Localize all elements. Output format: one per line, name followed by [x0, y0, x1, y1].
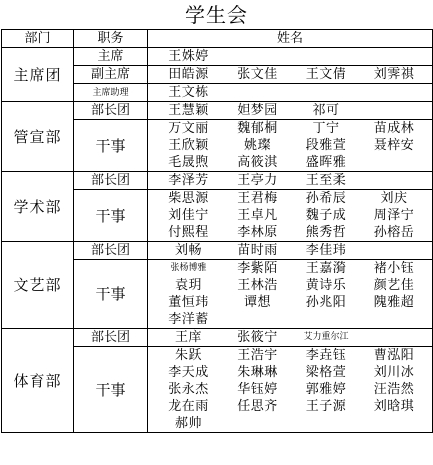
member-name: 刘晗琪: [373, 399, 415, 414]
names-cell: [148, 48, 433, 66]
member-name: 王庠: [174, 330, 202, 345]
member-name: 苗成林: [373, 121, 415, 136]
member-name: 段雅萱: [305, 138, 347, 153]
member-name: 苗时雨: [237, 243, 278, 258]
member-name: 付熙程: [168, 225, 209, 240]
names-cell: [148, 102, 433, 120]
table-row: [2, 329, 433, 347]
member-name: 万文丽: [168, 121, 209, 136]
table-row: [2, 172, 433, 190]
role-cell: 干事: [74, 260, 148, 329]
member-name: 李林原: [237, 225, 278, 240]
member-name: 刘川冰: [373, 365, 415, 380]
member-name: 王嘉漪: [305, 261, 347, 276]
member-name: 柴思源: [168, 191, 209, 206]
header-name: 姓名: [148, 30, 433, 48]
member-name: 谭想: [243, 295, 271, 310]
member-name: 王姝婷: [168, 49, 209, 64]
member-name: 曹泓阳: [373, 348, 415, 363]
names-cell: [148, 66, 433, 84]
member-name: 任思齐: [237, 399, 278, 414]
member-name: 张永杰: [168, 382, 209, 397]
names-cell: [148, 242, 433, 260]
member-name: 朱琳琳: [237, 365, 278, 380]
member-name: 刘霁祺: [373, 67, 415, 82]
role-cell: 干事: [74, 190, 148, 242]
member-name: 黄诗乐: [305, 278, 347, 293]
member-name: 孙希辰: [305, 191, 347, 206]
member-name: 隗雅超: [373, 295, 415, 310]
member-name: 高筱淇: [237, 155, 278, 170]
member-name: 龙在雨: [168, 399, 209, 414]
member-name: 丁宁: [312, 121, 340, 136]
member-name: 刘佳宁: [168, 208, 209, 223]
table-row: [2, 242, 433, 260]
names-cell: [148, 260, 433, 329]
member-name: 张筱宁: [237, 330, 278, 345]
member-name: 王文栋: [168, 85, 209, 100]
member-name: 王慧颖: [168, 103, 209, 118]
table-row: [2, 48, 433, 66]
header-dept: 部门: [2, 30, 74, 48]
dept-cell: 主席团: [2, 48, 74, 102]
member-name: 艾力重尔江: [303, 332, 349, 342]
names-cell: [148, 120, 433, 172]
member-name: 姚璨: [243, 138, 271, 153]
member-name: 袁玥: [174, 278, 202, 293]
header-role: 职务: [74, 30, 148, 48]
member-name: 孙榕岳: [373, 225, 415, 240]
member-name: 李洋蓄: [168, 312, 209, 327]
member-name: 魏郁桐: [237, 121, 278, 136]
member-name: 孙兆阳: [305, 295, 347, 310]
member-name: 王浩宇: [237, 348, 278, 363]
student-union-table: [1, 29, 433, 433]
role-cell: 干事: [74, 120, 148, 172]
member-name: 周泽宁: [373, 208, 415, 223]
member-name: 李佳玮: [305, 243, 347, 258]
member-name: 妲梦园: [237, 103, 278, 118]
role-cell: 副主席: [74, 66, 148, 84]
member-name: 祁可: [312, 103, 340, 118]
member-name: 华钰婷: [237, 382, 278, 397]
member-name: 田皓源: [168, 67, 209, 82]
member-name: 李垚钰: [305, 348, 347, 363]
names-cell: [148, 84, 433, 102]
table-row: [2, 102, 433, 120]
member-name: 朱跃: [174, 348, 202, 363]
member-name: 刘畅: [174, 243, 202, 258]
dept-cell: 体育部: [2, 329, 74, 433]
role-cell: 部长团: [74, 102, 148, 120]
member-name: 李泽芳: [168, 173, 209, 188]
member-name: 魏子成: [305, 208, 347, 223]
member-name: 李天成: [168, 365, 209, 380]
member-name: 王至柔: [305, 173, 347, 188]
member-name: 张杨博雅: [170, 263, 207, 273]
role-cell: 部长团: [74, 329, 148, 347]
page-title: 学生会: [185, 3, 248, 27]
member-name: 李紫陌: [237, 261, 278, 276]
member-name: 王卓凡: [237, 208, 278, 223]
member-name: 郭雅婷: [305, 382, 347, 397]
dept-cell: 管宣部: [2, 102, 74, 172]
member-name: 聂梓安: [373, 138, 415, 153]
dept-cell: 文艺部: [2, 242, 74, 329]
member-name: 刘庆: [380, 191, 408, 206]
member-name: 王文倩: [305, 67, 347, 82]
names-cell: [148, 190, 433, 242]
role-cell: 主席助理: [74, 84, 148, 102]
member-name: 王欣颖: [168, 138, 209, 153]
member-name: 王亭力: [237, 173, 278, 188]
member-name: 盛晖雅: [305, 155, 347, 170]
member-name: 汪浩然: [373, 382, 415, 397]
member-name: 毛晟煦: [168, 155, 209, 170]
member-name: 熊秀哲: [305, 225, 347, 240]
member-name: 梁格萱: [305, 365, 347, 380]
names-cell: [148, 347, 433, 433]
member-name: 褚小钰: [373, 261, 415, 276]
role-cell: 主席: [74, 48, 148, 66]
role-cell: 部长团: [74, 172, 148, 190]
role-cell: 部长团: [74, 242, 148, 260]
member-name: 王林浩: [237, 278, 278, 293]
member-name: 董恒玮: [168, 295, 209, 310]
role-cell: 干事: [74, 347, 148, 433]
names-cell: [148, 329, 433, 347]
member-name: 王君梅: [237, 191, 278, 206]
member-name: 郝帅: [174, 416, 202, 431]
member-name: 颜艺佳: [373, 278, 415, 293]
member-name: 王子源: [305, 399, 347, 414]
header-row: [2, 30, 433, 48]
member-name: 张文佳: [237, 67, 278, 82]
dept-cell: 学术部: [2, 172, 74, 242]
names-cell: [148, 172, 433, 190]
